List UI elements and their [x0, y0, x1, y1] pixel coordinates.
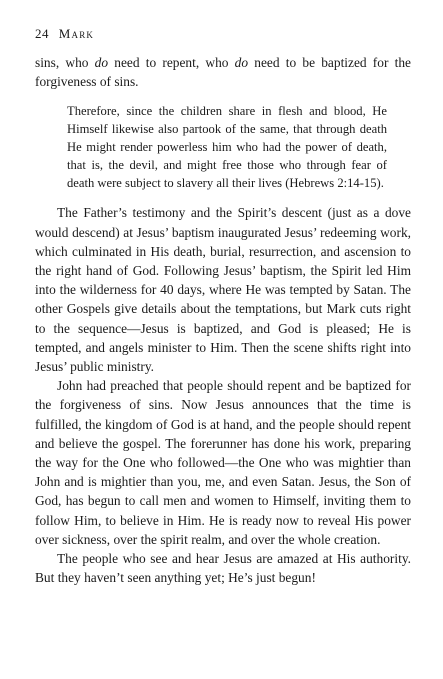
scripture-blockquote: Therefore, since the children share in flesh and blood, He Himself likewise also partook of the same, that through death He might render powerless him who had the power of death, that is, the devil, and might free those who through fear of death were subject to slavery all their lives (Hebrews 2:14-15). [67, 104, 387, 191]
book-title: Mark [58, 26, 95, 41]
paragraph: John had preached that people should repent and be baptized for the forgiveness of sins. Now Jesus announces that the time is fulfilled, the kingdom of God is at hand, and the people should repent and believe the gospel. The forerunner has done his work, preparing the way for the One who followed—the One who was mightier than John and is mightier than you, me, and even Satan. Jesus, the Son of God, has begun to call men and women to Himself, inviting them to follow Him, to believe in Him. He is ready now to reveal His power over sickness, over the spirit realm, and over the whole creation. [35, 378, 411, 547]
emphasis-text: do [234, 55, 249, 70]
paragraph: The people who see and hear Jesus are amazed at His authority. But they haven’t seen anything yet; He’s just begun! [35, 551, 411, 586]
page-number: 24 [35, 26, 49, 41]
paragraph-text: need to repent, who [108, 55, 235, 70]
body-text [35, 53, 411, 587]
paragraph-text: need to be baptized for the forgiveness of sins. [35, 55, 411, 90]
paragraph: The Father’s testimony and the Spirit’s descent (just as a dove would descend) at Jesus’ baptism inaugurated Jesus’ redeeming work, which culminated in His death, burial, resurrection, and ascension to the right hand of God. Following Jesus’ baptism, the Spirit led Him into the wilderness for 40 days, where He was tempted by Satan. The other Gospels give details about the temptations, but Mark cuts right to the sequence—Jesus is baptized, and God is pleased; He is tempted, and angels minister to Him. Then the scene shifts right into Jesus’ public ministry. [35, 205, 411, 375]
emphasis-text: do [94, 55, 109, 70]
paragraph-text: sins, who [35, 55, 95, 70]
running-head [35, 26, 94, 42]
paragraph-continuation [35, 53, 411, 91]
